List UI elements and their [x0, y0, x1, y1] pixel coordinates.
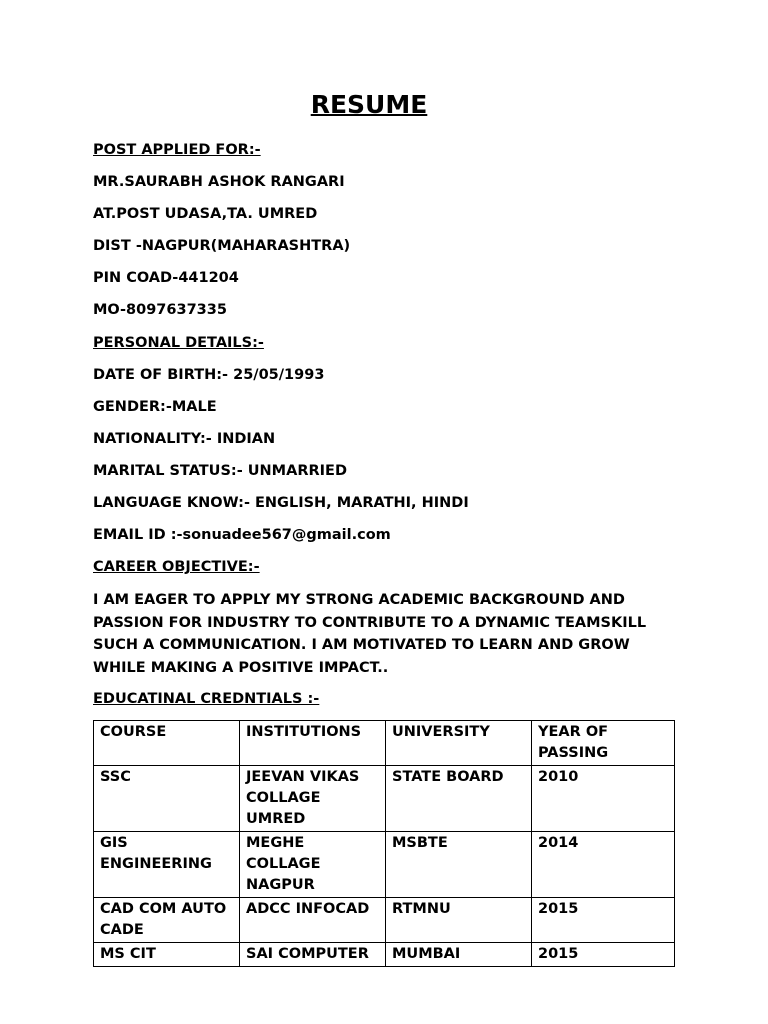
languages-known: LANGUAGE KNOW:- ENGLISH, MARATHI, HINDI	[93, 495, 469, 511]
table-cell: 2014	[532, 832, 675, 898]
pin-code: PIN COAD-441204	[93, 270, 239, 286]
table-row	[94, 832, 675, 898]
table-cell: SSC	[94, 766, 240, 832]
table-cell: MS CIT	[94, 943, 240, 967]
column-header: YEAR OF PASSING	[532, 721, 675, 766]
table-cell: MEGHE COLLAGE NAGPUR	[240, 832, 386, 898]
table-cell: ADCC INFOCAD	[240, 898, 386, 943]
table-header-row	[94, 721, 675, 766]
nationality: NATIONALITY:- INDIAN	[93, 431, 276, 447]
table-cell: JEEVAN VIKAS COLLAGE UMRED	[240, 766, 386, 832]
date-of-birth: DATE OF BIRTH:- 25/05/1993	[93, 367, 325, 383]
education-table	[93, 720, 675, 967]
gender: GENDER:-MALE	[93, 399, 217, 415]
column-header: COURSE	[94, 721, 240, 766]
personal-details-heading: PERSONAL DETAILS:-	[93, 335, 264, 351]
table-cell: SAI COMPUTER	[240, 943, 386, 967]
table-cell: MUMBAI	[386, 943, 532, 967]
email-id: EMAIL ID :-sonuadee567@gmail.com	[93, 527, 391, 543]
table-row	[94, 766, 675, 832]
applicant-name: MR.SAURABH ASHOK RANGARI	[93, 174, 345, 190]
post-applied-heading: POST APPLIED FOR:-	[93, 142, 261, 158]
table-cell: MSBTE	[386, 832, 532, 898]
table-cell: CAD COM AUTO CADE	[94, 898, 240, 943]
table-cell: 2015	[532, 898, 675, 943]
career-objective-heading: CAREER OBJECTIVE:-	[93, 559, 260, 575]
table-cell: GIS ENGINEERING	[94, 832, 240, 898]
marital-status: MARITAL STATUS:- UNMARRIED	[93, 463, 347, 479]
career-objective-text: I AM EAGER TO APPLY MY STRONG ACADEMIC BACKGROUND AND PASSION FOR INDUSTRY TO CONTRIBUTE TO A DYNAMIC TEAMSKILL SUCH A COMMUNICATION. I AM MOTIVATED TO LEARN AND GROW WHILE MAKING A POSITIVE IMPACT..	[93, 592, 647, 676]
education-heading: EDUCATINAL CREDNTIALS :-	[93, 691, 320, 707]
table-cell: STATE BOARD	[386, 766, 532, 832]
mobile-number: MO-8097637335	[93, 302, 227, 318]
table-row	[94, 898, 675, 943]
table-cell: 2015	[532, 943, 675, 967]
column-header: UNIVERSITY	[386, 721, 532, 766]
column-header: INSTITUTIONS	[240, 721, 386, 766]
table-cell: 2010	[532, 766, 675, 832]
resume-title: RESUME	[310, 90, 428, 119]
address-line-2: DIST -NAGPUR(MAHARASHTRA)	[93, 238, 351, 254]
table-cell: RTMNU	[386, 898, 532, 943]
address-line-1: AT.POST UDASA,TA. UMRED	[93, 206, 318, 222]
table-row	[94, 943, 675, 967]
